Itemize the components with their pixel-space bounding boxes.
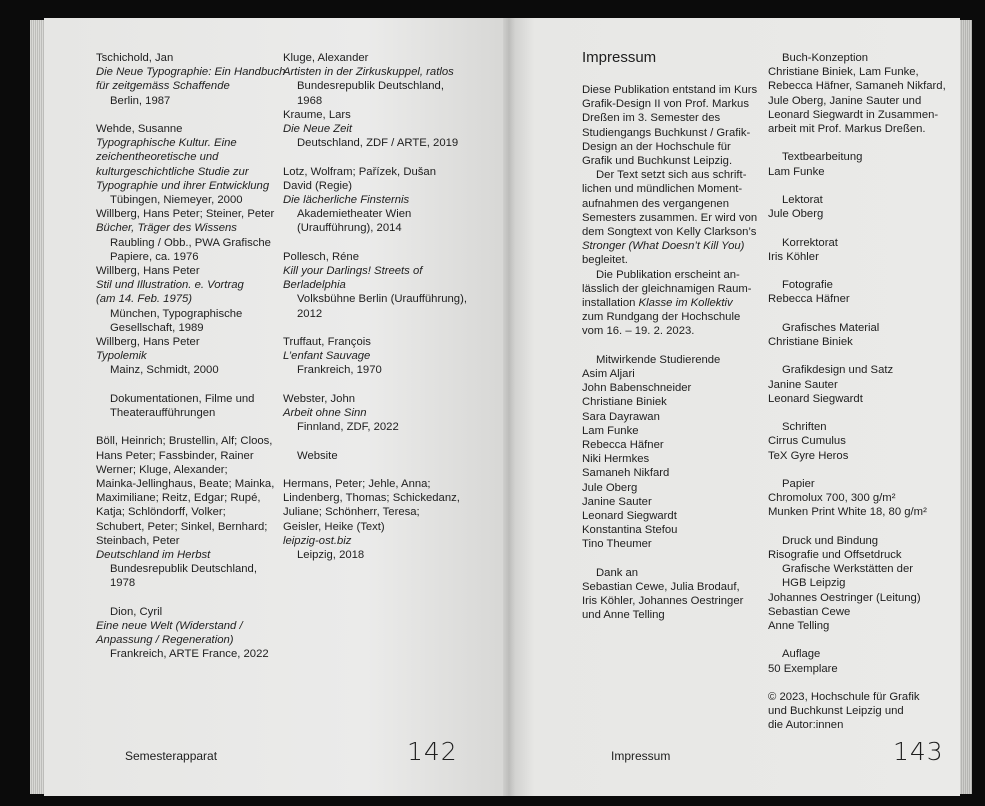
text-line: (Uraufführung), 2014 [297, 222, 402, 235]
text-line: Christiane Biniek, Lam Funke, [768, 66, 919, 79]
text-line: 1968 [297, 94, 323, 107]
text-line: David (Regie) [283, 179, 353, 192]
text-line: Hermans, Peter; Jehle, Anna; [283, 478, 431, 490]
italic-title-line: Anpassung / Regeneration) [96, 634, 234, 647]
text-line: Dank an [596, 566, 639, 579]
text-line: zum Rundgang der Hochschule [582, 311, 741, 324]
text-line: dem Songtext von Kelly Clarkson’s [582, 226, 757, 239]
text-line: 1978 [110, 577, 136, 590]
text-line [582, 296, 772, 310]
text-line: Berlin, 1987 [110, 94, 171, 107]
text-block [768, 534, 958, 633]
text-block [768, 363, 958, 406]
right-page-number: 143 [893, 737, 944, 766]
text-line: © 2023, Hochschule für Grafik [768, 690, 920, 703]
right-footer-label: Impressum [611, 749, 671, 763]
text-line: Die Publikation erscheint an- [596, 268, 740, 281]
text-block [768, 193, 958, 221]
text-line: Deutschland, ZDF / ARTE, 2019 [297, 137, 459, 150]
text-line: Juliane; Schönherr, Teresa; [283, 506, 420, 519]
text-line: lässlich der gleichnamigen Raum- [582, 282, 752, 295]
text-line: aufnahmen des vergangenen [582, 197, 729, 210]
text-block [768, 278, 958, 306]
text-block [768, 51, 958, 136]
text-line: Sebastian Cewe, Julia Brodauf, [582, 581, 740, 594]
italic-title-line: Deutschland im Herbst [96, 549, 211, 562]
text-line: Bundesrepublik Deutschland, [297, 80, 444, 93]
impressum-column-2 [768, 51, 958, 747]
text-line: Rebecca Häfner [582, 439, 664, 452]
text-line: John Babenschneider [582, 382, 692, 395]
italic-title-line: Typographische Kultur. Eine [96, 137, 237, 150]
text-line: Christiane Biniek [582, 396, 667, 409]
text-block [96, 122, 286, 378]
text-line: Steinbach, Peter [96, 534, 180, 547]
text-line: vom 16. – 19. 2. 2023. [582, 325, 695, 338]
italic-title-line: Berladelphia [283, 279, 346, 292]
text-block [768, 690, 958, 733]
text-line: Volksbühne Berlin (Uraufführung), [297, 293, 467, 306]
text-line: und Anne Telling [582, 609, 665, 622]
text-line: Chromolux 700, 300 g/m² [768, 492, 896, 505]
italic-title-line: Stil und Illustration. e. Vortrag [96, 279, 244, 292]
text-line: Jule Oberg, Janine Sauter und [768, 94, 922, 107]
text-line: Webster, John [283, 392, 356, 405]
text-line: Tübingen, Niemeyer, 2000 [110, 194, 243, 207]
text-line: Konstantina Stefou [582, 524, 678, 537]
text-block [582, 83, 772, 339]
italic-title-line: kulturgeschichtliche Studie zur [96, 165, 249, 178]
text-line: Risografie und Offsetdruck [768, 548, 902, 561]
text-line: Korrektorat [782, 236, 838, 249]
text-line: Schriften [782, 421, 827, 434]
text-line: Janine Sauter [582, 495, 652, 508]
italic-title-line: Typolemik [96, 350, 147, 363]
page-stack-edge-right [958, 20, 972, 794]
text-line: 2012 [297, 307, 323, 320]
text-line: Mitwirkende Studierende [596, 353, 721, 366]
italic-title-line: L’enfant Sauvage [283, 350, 371, 363]
book-gutter [503, 18, 515, 796]
text-line: Cirrus Cumulus [768, 435, 846, 448]
bibliography-column-2 [283, 51, 493, 576]
italic-title-line: Die Neue Zeit [283, 123, 353, 136]
text-line: Mainz, Schmidt, 2000 [110, 364, 219, 377]
text-line: Fotografie [782, 279, 833, 292]
text-line: Iris Köhler [768, 250, 819, 263]
text-line: Lektorat [782, 194, 823, 206]
text-line: Papiere, ca. 1976 [110, 250, 199, 263]
page-title: Impressum [582, 49, 657, 66]
italic-title-line: Eine neue Welt (Widerstand / [96, 620, 243, 633]
text-line: Finnland, ZDF, 2022 [297, 421, 399, 434]
text-line: Dreßen im 3. Semester des [582, 112, 721, 125]
text-line: Frankreich, ARTE France, 2022 [110, 648, 269, 661]
text-line: Jule Oberg [582, 481, 638, 494]
italic-title-line: für zeitgemäss Schaffende [96, 80, 230, 93]
text-line: Jule Oberg [768, 208, 824, 221]
text-line: Hans Peter; Fassbinder, Rainer [96, 449, 254, 462]
text-block [283, 165, 493, 236]
text-line: Werner; Kluge, Alexander; [96, 463, 228, 476]
impressum-column-1 [582, 83, 772, 637]
text-line: Druck und Bindung [782, 534, 879, 547]
text-block [768, 321, 958, 349]
text-line: Böll, Heinrich; Brustellin, Alf; Cloos, [96, 435, 273, 448]
text-line: Leipzig, 2018 [297, 549, 365, 562]
text-line: Studiengangs Buchkunst / Grafik- [582, 126, 751, 139]
text-block [283, 335, 493, 378]
text-block [768, 150, 958, 178]
text-line: Tschichold, Jan [96, 52, 174, 64]
text-block [582, 566, 772, 623]
italic-span: Klasse im Kollektiv [638, 297, 733, 310]
text-line: HGB Leipzig [782, 577, 846, 590]
text-block [283, 250, 493, 321]
text-line: Johannes Oestringer (Leitung) [768, 591, 921, 604]
text-line: Akademietheater Wien [297, 208, 412, 221]
text-line: Mainka-Jellinghaus, Beate; Mainka, [96, 478, 275, 491]
text-line: Grafik-Design II von Prof. Markus [582, 98, 749, 111]
text-line: arbeit mit Prof. Markus Dreßen. [768, 123, 926, 136]
text-line: Geisler, Heike (Text) [283, 520, 385, 533]
italic-title-line: Die lächerliche Finsternis [283, 194, 410, 207]
text-line: Grafische Werkstätten der [782, 563, 914, 576]
text-line: Kraume, Lars [283, 108, 351, 121]
text-line: Sara Dayrawan [582, 410, 660, 423]
text-line: Tino Theumer [582, 538, 652, 551]
text-block [283, 392, 493, 435]
text-line: Dokumentationen, Filme und [110, 392, 255, 405]
text-line: Bundesrepublik Deutschland, [110, 563, 257, 576]
text-line: Willberg, Hans Peter; Steiner, Peter [96, 208, 275, 221]
italic-title-line: Bücher, Träger des Wissens [96, 222, 237, 235]
text-line: Kluge, Alexander [283, 52, 369, 64]
text-line: Maximiliane; Reitz, Edgar; Rupé, [96, 492, 261, 505]
text-line: Grafikdesign und Satz [782, 364, 894, 377]
text-line: Samaneh Nikfard [582, 467, 670, 480]
text-line: Lindenberg, Thomas; Schickedanz, [283, 492, 460, 505]
text-line: Design an der Hochschule für [582, 140, 731, 153]
text-line: Schubert, Peter; Sinkel, Bernhard; [96, 520, 268, 533]
text-line: Niki Hermkes [582, 453, 650, 466]
italic-title-line: leipzig-ost.biz [283, 534, 352, 547]
text-line: Leonard Siegwardt [582, 510, 677, 523]
text-line: Textbearbeitung [782, 151, 863, 164]
text-line: Raubling / Obb., PWA Grafische [110, 236, 271, 249]
text-line: Pollesch, Réne [283, 250, 359, 263]
text-block [582, 353, 772, 552]
text-block [96, 434, 286, 590]
text-line: Asim Aljari [582, 368, 635, 381]
italic-title-line: Artisten in der Zirkuskuppel, ratlos [283, 66, 454, 79]
text-line: Der Text setzt sich aus schrift- [596, 169, 747, 182]
text-line: Grafik und Buchkunst Leipzig. [582, 155, 733, 168]
text-line: Leonard Siegwardt in Zusammen- [768, 108, 939, 121]
text-line: Willberg, Hans Peter [96, 265, 200, 278]
italic-title-line: Arbeit ohne Sinn [283, 407, 367, 420]
text-line: Janine Sauter [768, 378, 838, 391]
text-line: und Buchkunst Leipzig und [768, 705, 904, 718]
text-line: Papier [782, 477, 815, 490]
text-line: Diese Publikation entstand im Kurs [582, 84, 758, 96]
italic-title-line: Typographie und ihrer Entwicklung [96, 179, 270, 192]
text-line: Wehde, Susanne [96, 123, 183, 135]
left-page-number: 142 [407, 737, 458, 766]
text-block [768, 477, 958, 520]
text-line: Katja; Schlöndorff, Volker; [96, 506, 226, 519]
text-line: Dion, Cyril [110, 605, 163, 618]
text-block [283, 449, 493, 463]
text-line: Semesters zusammen. Er wird von [582, 211, 758, 224]
text-block [96, 392, 286, 420]
text-line: Rebecca Häfner, Samaneh Nikfard, [768, 80, 946, 93]
left-footer-label: Semesterapparat [125, 749, 218, 763]
italic-title-line: zeichentheoretische und [96, 151, 219, 164]
text-line: Lam Funke [582, 424, 639, 437]
text-line: Willberg, Hans Peter [96, 336, 200, 349]
text-block [768, 420, 958, 463]
text-line: Munken Print White 18, 80 g/m² [768, 506, 927, 519]
italic-title-line: Stronger (What Doesn’t Kill You) [582, 240, 745, 253]
text-line: die Autor:innen [768, 719, 844, 732]
text-line: Sebastian Cewe [768, 605, 851, 618]
text-line: Leonard Siegwardt [768, 392, 863, 405]
text-line: Rebecca Häfner [768, 293, 850, 306]
text-line: Christiane Biniek [768, 335, 853, 348]
text-line: 50 Exemplare [768, 662, 838, 675]
text-line: Buch-Konzeption [782, 52, 869, 64]
text-line: Anne Telling [768, 619, 830, 632]
text-span: installation [582, 297, 639, 310]
text-block [283, 51, 493, 150]
text-line: Theateraufführungen [110, 407, 216, 420]
text-line: Truffaut, François [283, 336, 371, 349]
italic-title-line: Kill your Darlings! Streets of [283, 265, 423, 278]
text-line: Lam Funke [768, 165, 825, 178]
text-line: lichen und mündlichen Moment- [582, 183, 743, 196]
text-line: TeX Gyre Heros [768, 449, 849, 462]
text-line: Lotz, Wolfram; Pařízek, Dušan [283, 165, 436, 178]
text-line: Grafisches Material [782, 321, 880, 334]
text-block [768, 236, 958, 264]
text-block [768, 647, 958, 675]
text-line: Gesellschaft, 1989 [110, 321, 204, 334]
text-block [96, 605, 286, 662]
text-block [96, 51, 286, 108]
text-line: Auflage [782, 648, 821, 661]
text-line: begleitet. [582, 254, 628, 267]
bibliography-column-1 [96, 51, 286, 676]
text-line: Website [297, 449, 338, 462]
text-line: Iris Köhler, Johannes Oestringer [582, 595, 744, 608]
text-block [283, 477, 493, 562]
italic-title-line: (am 14. Feb. 1975) [96, 293, 193, 306]
italic-title-line: Die Neue Typographie: Ein Handbuch [96, 66, 286, 79]
text-line: Frankreich, 1970 [297, 364, 382, 377]
text-line: München, Typographische [110, 307, 243, 320]
